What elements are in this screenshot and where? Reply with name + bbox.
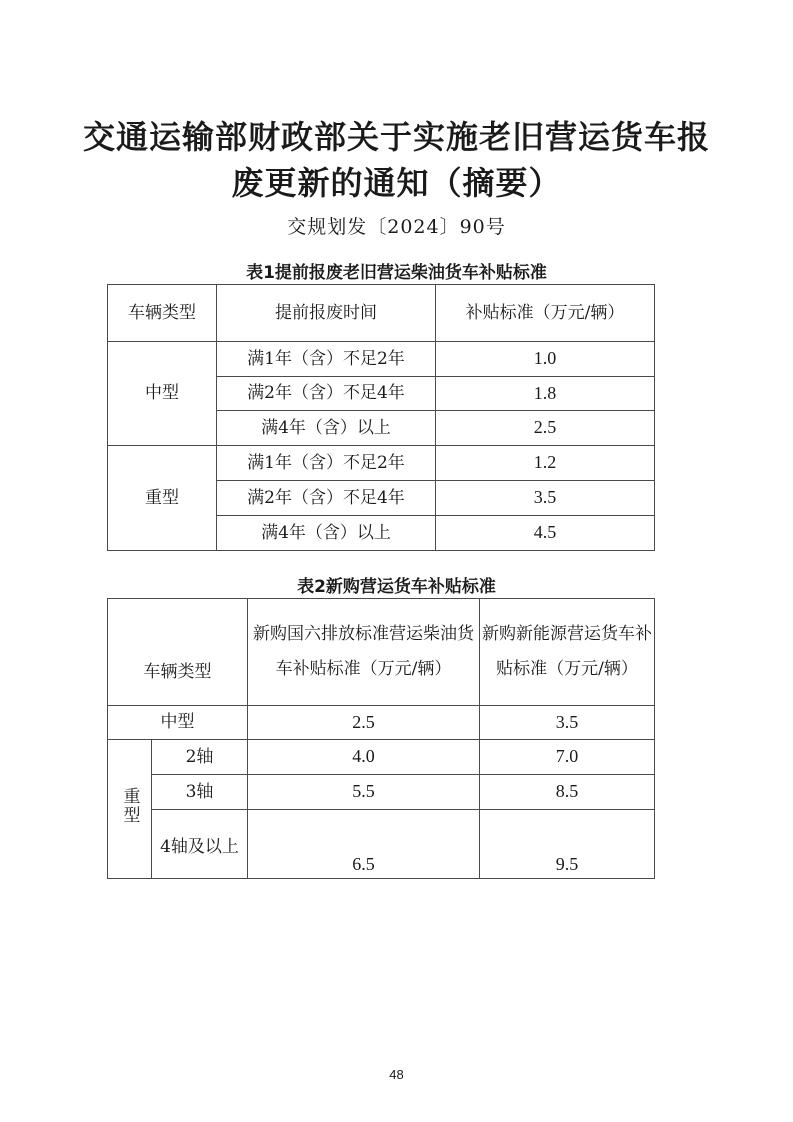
table1-type-heavy: 重型 xyxy=(108,446,217,551)
table2-type-heavy-label: 重型 xyxy=(119,786,140,825)
table-row xyxy=(108,810,655,879)
table2-diesel-cell: 5.5 xyxy=(248,775,480,810)
table2-diesel-cell: 4.0 xyxy=(248,740,480,775)
table2-electric-cell: 7.0 xyxy=(480,740,655,775)
page-number: 48 xyxy=(389,1067,404,1082)
table1-header-type: 车辆类型 xyxy=(108,285,217,342)
table1-period-cell: 满2年（含）不足4年 xyxy=(217,377,436,411)
table2-axle-cell: 3轴 xyxy=(152,775,248,810)
table-row xyxy=(108,775,655,810)
table1-period-cell: 满1年（含）不足2年 xyxy=(217,342,436,377)
table1-header-subsidy: 补贴标准（万元/辆） xyxy=(436,285,655,342)
table2-axle-cell: 4轴及以上 xyxy=(152,810,248,879)
table2-header-diesel: 新购国六排放标准营运柴油货车补贴标准（万元/辆） xyxy=(248,599,480,706)
table1-subsidy-cell: 1.0 xyxy=(436,342,655,377)
table2-electric-cell: 3.5 xyxy=(480,706,655,740)
table2-type-medium: 中型 xyxy=(108,706,248,740)
table2-subsidy-new-purchase xyxy=(107,598,655,879)
table1-type-medium: 中型 xyxy=(108,342,217,446)
document-number: 交规划发〔2024〕90号 xyxy=(287,216,506,238)
table1-subsidy-cell: 1.2 xyxy=(436,446,655,481)
table-row xyxy=(108,342,655,377)
table2-diesel-cell: 2.5 xyxy=(248,706,480,740)
table1-subsidy-scrapping xyxy=(107,284,655,551)
table1-subsidy-cell: 4.5 xyxy=(436,516,655,551)
table2-electric-cell: 8.5 xyxy=(480,775,655,810)
table2-axle-cell: 2轴 xyxy=(152,740,248,775)
table-row xyxy=(108,446,655,481)
document-title-line2: 废更新的通知（摘要） xyxy=(231,164,562,202)
table2-header-row xyxy=(108,599,655,706)
table1-period-cell: 满4年（含）以上 xyxy=(217,516,436,551)
table1-subsidy-cell: 3.5 xyxy=(436,481,655,516)
table-row xyxy=(108,740,655,775)
table2-type-heavy xyxy=(108,740,152,879)
table2-electric-cell: 9.5 xyxy=(480,810,655,879)
table2-header-electric: 新购新能源营运货车补贴标准（万元/辆） xyxy=(480,599,655,706)
document-title-line1: 交通运输部财政部关于实施老旧营运货车报 xyxy=(82,118,710,156)
table1-subsidy-cell: 2.5 xyxy=(436,411,655,446)
table1-header-row xyxy=(108,285,655,342)
table1-header-period: 提前报废时间 xyxy=(217,285,436,342)
table1-caption: 表1提前报废老旧营运柴油货车补贴标准 xyxy=(246,263,547,283)
table2-diesel-cell: 6.5 xyxy=(248,810,480,879)
table1-period-cell: 满2年（含）不足4年 xyxy=(217,481,436,516)
table2-caption: 表2新购营运货车补贴标准 xyxy=(297,577,496,597)
table2-header-type: 车辆类型 xyxy=(108,599,248,706)
table1-period-cell: 满1年（含）不足2年 xyxy=(217,446,436,481)
table1-period-cell: 满4年（含）以上 xyxy=(217,411,436,446)
table-row xyxy=(108,706,655,740)
table1-subsidy-cell: 1.8 xyxy=(436,377,655,411)
